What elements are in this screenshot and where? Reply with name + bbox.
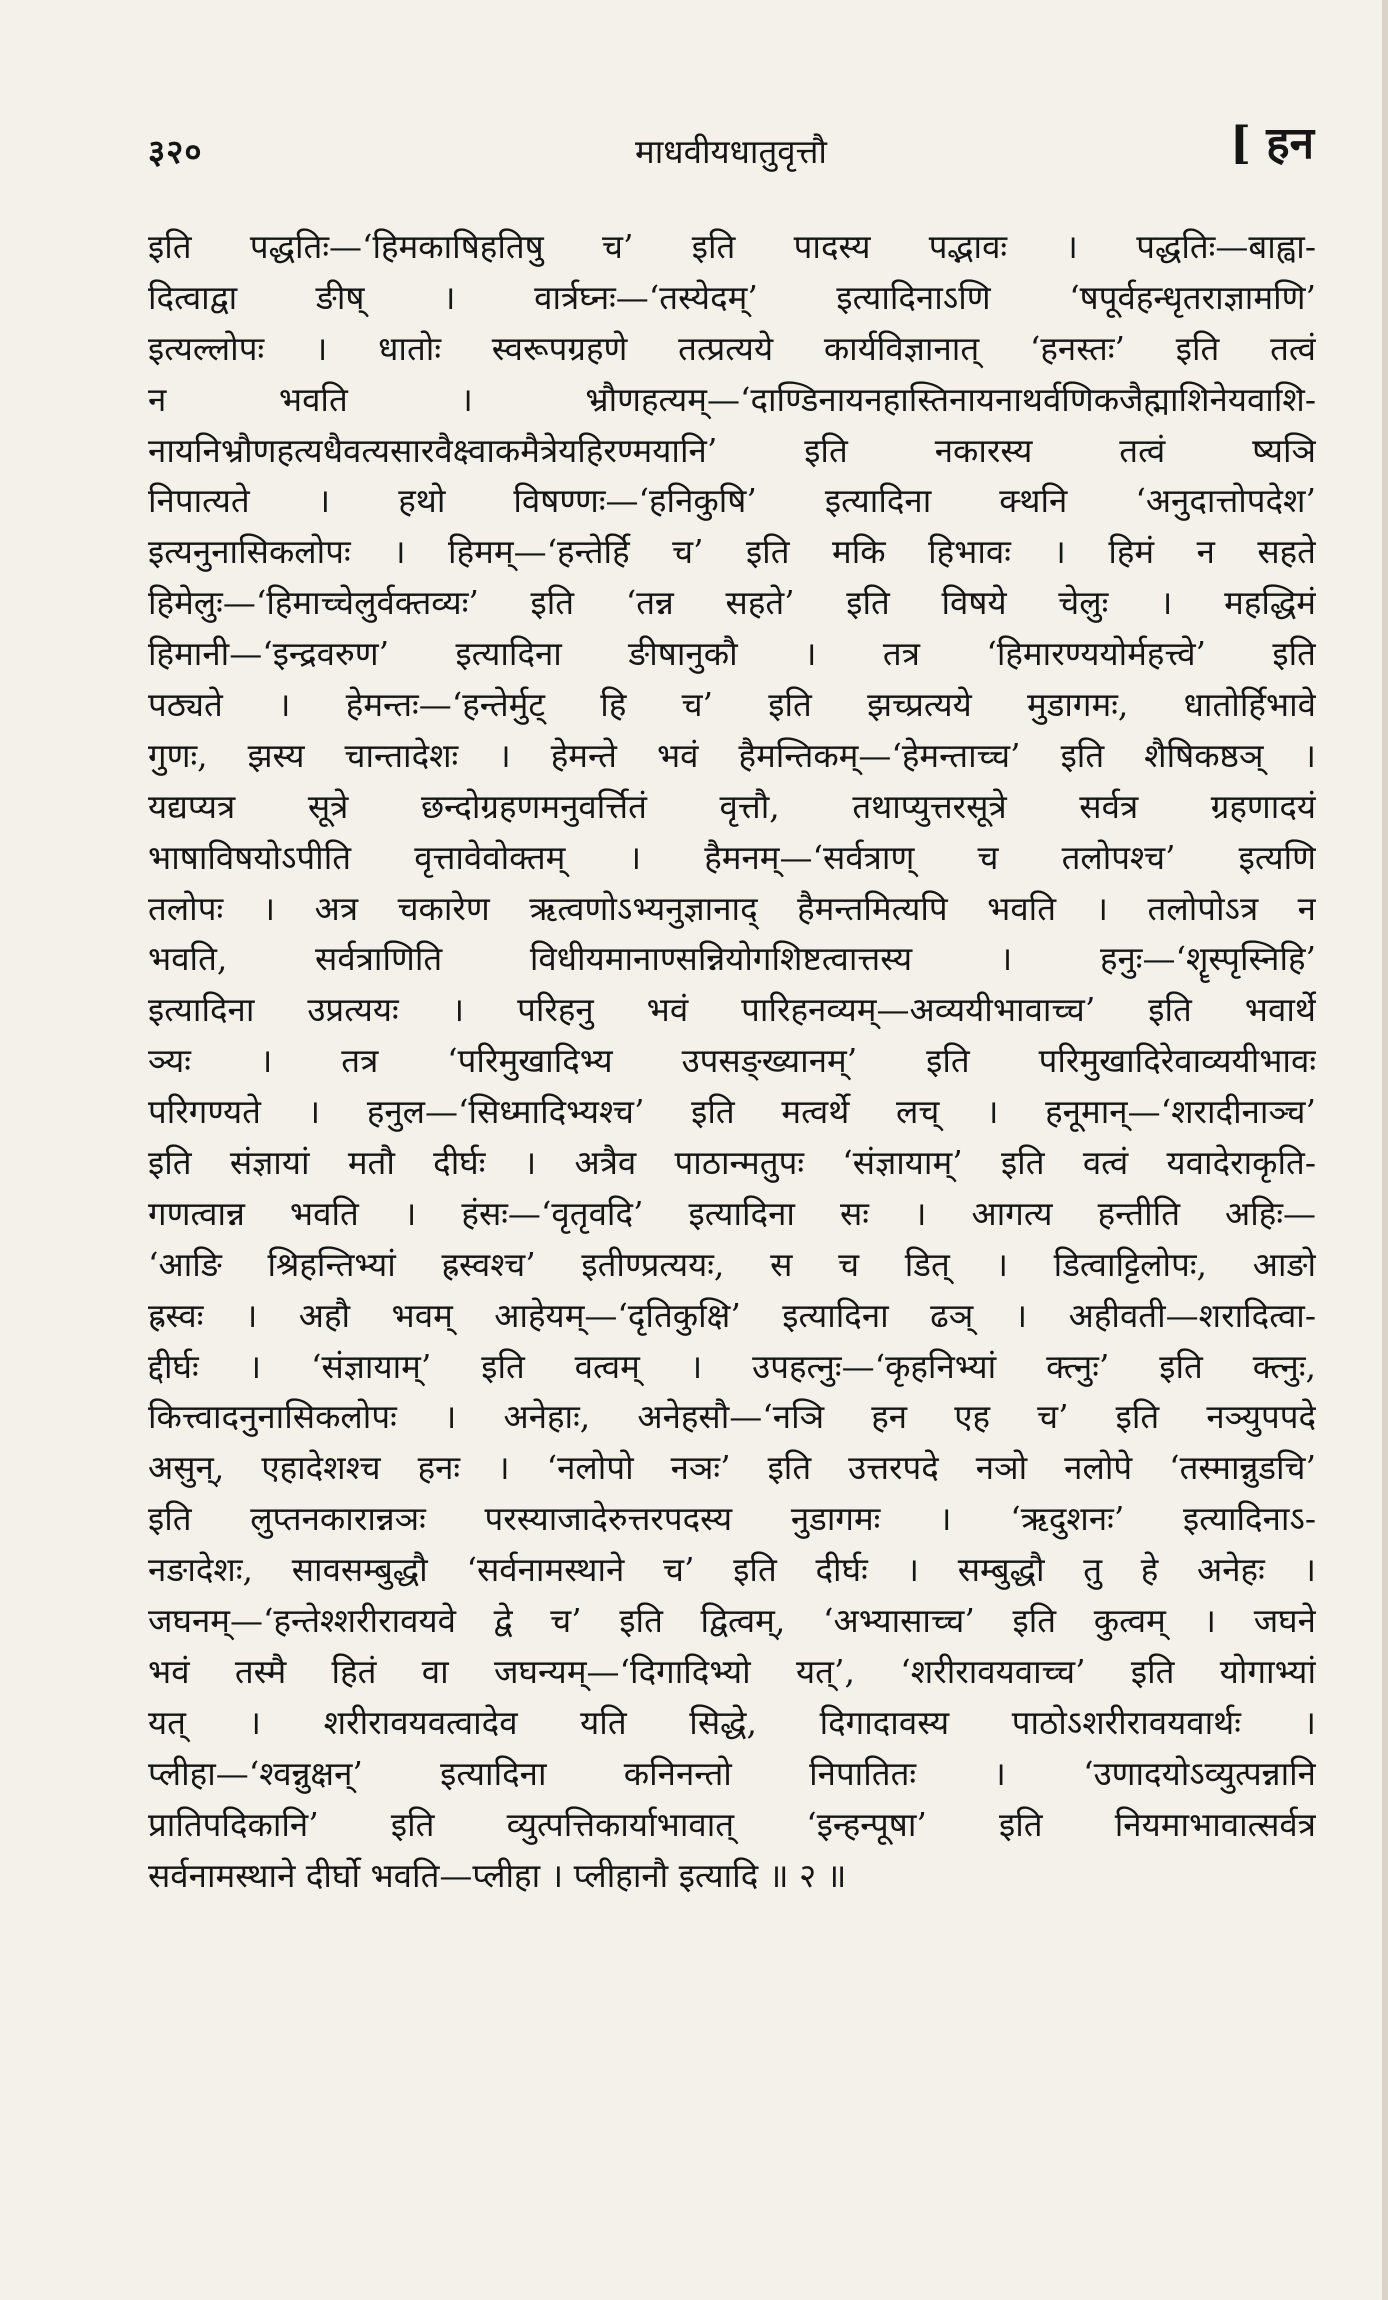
text-line: परिगण्यते । हनुल—‘सिध्मादिभ्यश्च’ इति मत्वर्थे लच् । हनूमान्—‘शरादीनाञ्च’ (148, 1092, 1316, 1132)
page-edge (1382, 0, 1388, 2300)
text-line: नायनिभ्रौणहत्यधैवत्यसारवैक्ष्वाकमैत्रेयहिरण्मयानि’ इति नकारस्य तत्वं ष्यञि (148, 430, 1316, 470)
text-line: पठ्यते । हेमन्तः—‘हन्तेर्मुट् हि च’ इति झच्प्रत्यये मुडागमः, धातोर्हिभावे (148, 685, 1316, 725)
text-line: तलोपः । अत्र चकारेण ऋत्वणोऽभ्यनुज्ञानाद् हैमन्तमित्यपि भवति । तलोपोऽत्र न (148, 888, 1316, 928)
text-line: ह्रस्वः । अहौ भवम् आहेयम्—‘दृतिकुक्षि’ इत्यादिना ढञ् । अहीवती—शरादित्वा- (148, 1295, 1316, 1335)
text-line: भवं तस्मै हितं वा जघन्यम्—‘दिगादिभ्यो यत्’, ‘शरीरावयवाच्च’ इति योगाभ्यां (148, 1651, 1316, 1691)
text-line: न भवति । भ्रौणहत्यम्—‘दाण्डिनायनहास्तिनायनाथर्वणिकजैह्माशिनेयवाशि- (148, 379, 1316, 419)
body-text (148, 222, 1316, 1901)
text-line: दित्वाद्वा ङीष् । वार्त्रघ्नः—‘तस्येदम्’ इत्यादिनाऽणि ‘षपूर्वहन्धृतराज्ञामणि’ (148, 277, 1316, 317)
running-title: माधवीयधातुवृत्तौ (635, 132, 827, 171)
text-line: हिमेलुः—‘हिमाच्चेलुर्वक्तव्यः’ इति ‘तन्न सहते’ इति विषये चेलुः । महद्धिमं (148, 583, 1316, 623)
text-line: यद्यप्यत्र सूत्रे छन्दोग्रहणमनुवर्त्तितं वृत्तौ, तथाप्युत्तरसूत्रे सर्वत्र ग्रहणादयं (148, 786, 1316, 826)
text-line: सर्वनामस्थाने दीर्घो भवति—प्लीहा । प्लीहानौ इत्यादि ॥ २ ॥ (148, 1855, 847, 1895)
text-line: प्रातिपदिकानि’ इति व्युत्पत्तिकार्याभावात् ‘इन्हन्पूषा’ इति नियमाभावात्सर्वत्र (148, 1804, 1316, 1844)
text-line: भवति, सर्वत्राणिति विधीयमानाण्सन्नियोगशिष्टत्वात्तस्य । हनुः—‘शॄस्पृस्निहि’ (148, 939, 1316, 979)
text-line: असुन्, एहादेशश्च हनः । ‘नलोपो नञः’ इति उत्तरपदे नञो नलोपे ‘तस्मान्नुडचि’ (148, 1448, 1316, 1488)
text-line: इति संज्ञायां मतौ दीर्घः । अत्रैव पाठान्मतुपः ‘संज्ञायाम्’ इति वत्वं यवादेराकृति- (148, 1143, 1316, 1183)
text-line: नङादेशः, सावसम्बुद्धौ ‘सर्वनामस्थाने च’ इति दीर्घः । सम्बुद्धौ तु हे अनेहः । (148, 1550, 1316, 1590)
text-line: यत् । शरीरावयवत्वादेव यति सिद्धे, दिगादावस्य पाठोऽशरीरावयवार्थः । (148, 1702, 1316, 1742)
text-line: कित्त्वादनुनासिकलोपः । अनेहाः, अनेहसौ—‘नञि हन एह च’ इति नञ्युपपदे (148, 1397, 1316, 1437)
section-mark: [ हन (1230, 118, 1314, 169)
text-line: भाषाविषयोऽपीति वृत्तावेवोक्तम् । हैमनम्—‘सर्वत्राण् च तलोपश्च’ इत्यणि (148, 837, 1316, 877)
text-line: हिमानी—‘इन्द्रवरुण’ इत्यादिना ङीषानुकौ । तत्र ‘हिमारण्ययोर्महत्त्वे’ इति (148, 634, 1316, 674)
text-line: ‘आङि श्रिहन्तिभ्यां ह्रस्वश्च’ इतीण्प्रत्ययः, स च डित् । डित्वाट्टिलोपः, आङो (148, 1244, 1316, 1284)
text-line: निपात्यते । हथो विषण्णः—‘हनिकुषि’ इत्यादिना क्थनि ‘अनुदात्तोपदेश’ (148, 481, 1316, 521)
text-line: इति पद्धतिः—‘हिमकाषिहतिषु च’ इति पादस्य पद्भावः । पद्धतिः—बाह्वा- (148, 227, 1316, 266)
page-header (148, 118, 1314, 186)
text-line: ञ्यः । तत्र ‘परिमुखादिभ्य उपसङ्ख्यानम्’ इति परिमुखादिरेवाव्ययीभावः (148, 1041, 1316, 1081)
text-line: गणत्वान्न भवति । हंसः—‘वृतृवदि’ इत्यादिना सः । आगत्य हन्तीति अहिः— (148, 1193, 1316, 1233)
text-line: इत्यादिना उप्रत्ययः । परिहनु भवं पारिहनव्यम्—अव्ययीभावाच्च’ इति भवार्थे (148, 990, 1316, 1030)
text-line: इति लुप्तनकारान्नञः परस्याजादेरुत्तरपदस्य नुडागमः । ‘ऋदुशनः’ इत्यादिनाऽ- (148, 1499, 1316, 1539)
text-line: इत्यल्लोपः । धातोः स्वरूपग्रहणे तत्प्रत्यये कार्यविज्ञानात् ‘हनस्तः’ इति तत्वं (148, 328, 1316, 368)
page-number: ३२० (148, 132, 203, 171)
text-line: गुणः, झस्य चान्तादेशः । हेमन्ते भवं हैमन्तिकम्—‘हेमन्ताच्च’ इति शैषिकष्ठञ् । (148, 735, 1316, 775)
text-line: द्दीर्घः । ‘संज्ञायाम्’ इति वत्वम् । उपहत्नुः—‘कृहनिभ्यां क्त्नुः’ इति क्त्नुः, (148, 1346, 1316, 1386)
text-line: जघनम्—‘हन्तेश्शरीरावयवे द्वे च’ इति द्वित्वम्, ‘अभ्यासाच्च’ इति कुत्वम् । जघने (148, 1601, 1316, 1641)
text-line: प्लीहा—‘श्वन्नुक्षन्’ इत्यादिना कनिनन्तो निपातितः । ‘उणादयोऽव्युत्पन्नानि (148, 1753, 1316, 1793)
text-line: इत्यनुनासिकलोपः । हिमम्—‘हन्तेर्हि च’ इति मकि हिभावः । हिमं न सहते (148, 532, 1316, 572)
